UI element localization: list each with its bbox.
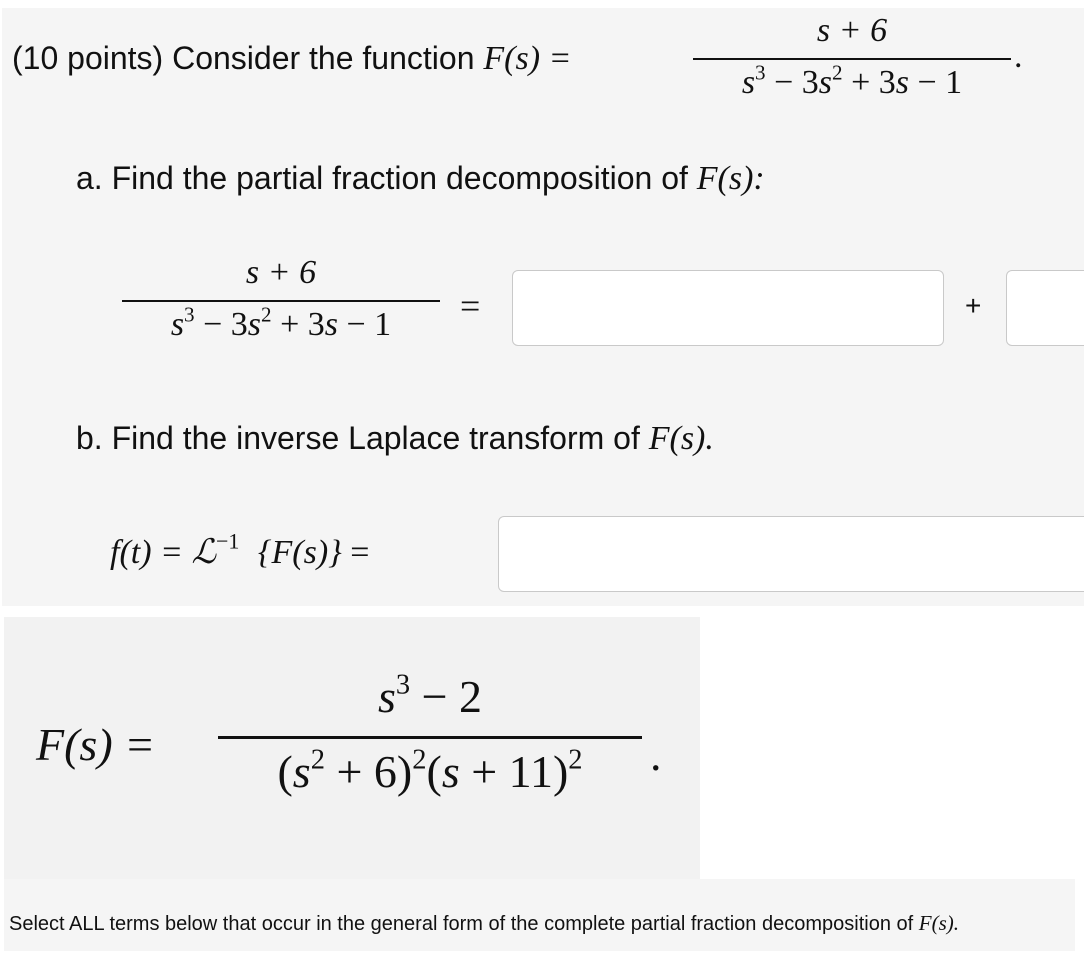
part-a-text: a. Find the partial fraction decomposition of	[76, 160, 688, 196]
part-b-ft: f(t) =	[110, 534, 183, 571]
problem-fs-label: F(s) =	[483, 40, 572, 77]
problem-fraction-numerator: s + 6	[816, 12, 888, 49]
second-fs-label: F(s) =	[36, 719, 156, 770]
part-b-equation	[110, 528, 370, 572]
part-a-prompt	[76, 160, 765, 198]
part-b-equals: =	[350, 534, 370, 571]
part-a-lhs-numerator: s + 6	[245, 254, 317, 291]
part-a-lhs-denominator: $s^3 - 3s^2 + 3s - 1$	[170, 302, 392, 343]
part-a-input-2[interactable]	[1006, 270, 1084, 346]
second-fraction	[218, 670, 642, 798]
instruction-text	[9, 911, 959, 936]
problem-fraction-denominator: $s^3 - 3s^2 + 3s - 1$	[741, 60, 963, 101]
part-a-lhs-fraction	[122, 254, 440, 344]
part-a-input-1[interactable]	[512, 270, 944, 346]
problem-fraction-bar	[693, 58, 1011, 60]
part-a-lhs-bar	[122, 300, 440, 302]
laplace-symbol: ℒ	[191, 534, 216, 571]
part-b-prompt	[76, 420, 714, 458]
part-b-text: b. Find the inverse Laplace transform of	[76, 420, 640, 456]
second-period: .	[650, 729, 662, 780]
laplace-inverse-exponent: −1	[215, 528, 240, 554]
part-a-fs: F(s):	[696, 160, 765, 197]
instruction-fs: F(s).	[918, 911, 959, 935]
part-b-brace-fs: {F(s)}	[257, 534, 342, 571]
problem-fraction	[693, 12, 1011, 102]
part-b-fs: F(s).	[648, 420, 714, 457]
problem-period: .	[1014, 38, 1023, 75]
part-a-plus: +	[965, 290, 982, 321]
second-fraction-bar	[218, 736, 642, 739]
problem-intro-text: (10 points) Consider the function	[12, 40, 475, 76]
part-a-equals: =	[460, 286, 481, 326]
second-fraction-numerator: $s^3 - 2$	[377, 669, 483, 722]
part-b-input[interactable]	[498, 516, 1084, 592]
second-fraction-denominator: $(s^2 + 6)^2(s + 11)^2$	[277, 743, 583, 797]
instruction-body: Select ALL terms below that occur in the general form of the complete partial fraction decomposition of	[9, 913, 914, 935]
problem-intro	[12, 40, 571, 78]
